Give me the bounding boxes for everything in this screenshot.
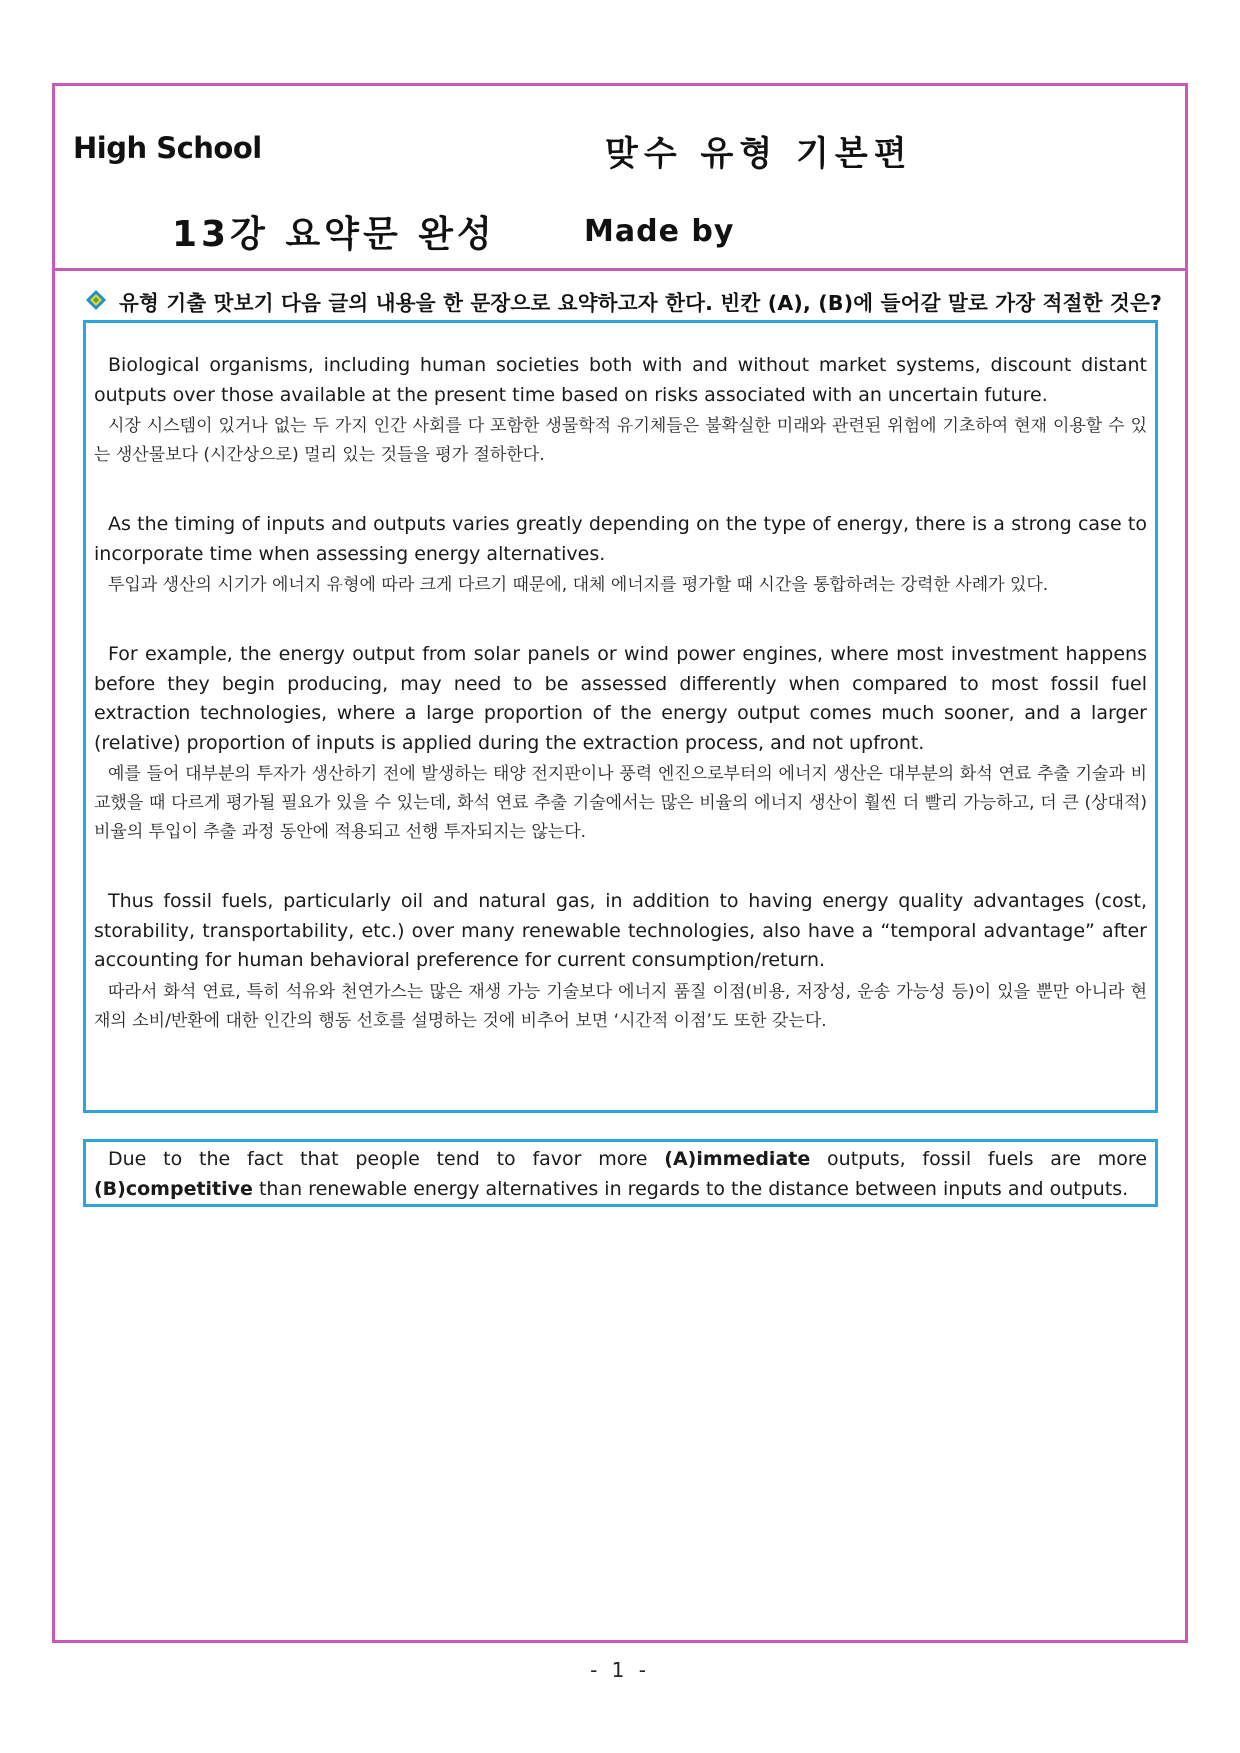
korean-translation: 투입과 생산의 시기가 에너지 유형에 따라 크게 다르기 때문에, 대체 에너지를 평가할 때 시간을 통합하려는 강력한 사례가 있다.	[108, 575, 1049, 595]
summary-part-2: outputs, fossil fuels are more	[810, 1148, 1148, 1170]
page-number: - 1 -	[590, 1658, 650, 1682]
korean-translation: 예를 들어 대부분의 투자가 생산하기 전에 발생하는 태양 전지판이나 풍력 엔진으로부터의 에너지 생산은 대부분의 화석 연료 추출 기술과 비교했을 때 다르게 평가될 필요가 있을 수 있는데, 화석 연료 추출 기술에서는 많은 비율의 에너지 생산이 훨씬 더 빨리 가능하고, 더 큰 (상대적) 비율의 투입이 추출 과정 동안에 적용되고 선행 투자되지는 않는다.	[94, 764, 1147, 842]
summary-part-3: than renewable energy alternatives in regards to the distance between inputs and outputs.	[252, 1177, 1129, 1200]
answer-b: (B)competitive	[94, 1177, 253, 1200]
series-title: 맞수 유형 기본편	[605, 134, 913, 174]
summary-part-1: Due to the fact that people tend to favor more	[108, 1148, 665, 1170]
passage-paragraph	[94, 351, 1147, 470]
passage-paragraph	[94, 640, 1147, 847]
korean-translation: 따라서 화석 연료, 특히 석유와 천연가스는 많은 재생 가능 기술보다 에너지 품질 이점(비용, 저장성, 운송 가능성 등)이 있을 뿐만 아니라 현재의 소비/반환에 대한 인간의 행동 선호를 설명하는 것에 비추어 보면 ‘시간적 이점’도 또한 갖는다.	[94, 981, 1147, 1031]
passage-paragraph	[94, 510, 1147, 600]
question-row	[85, 284, 1175, 318]
summary-sentence	[94, 1145, 1147, 1204]
passage-box	[83, 320, 1158, 1113]
english-text: As the timing of inputs and outputs varies greatly depending on the type of energy, there is a strong case to incorporate time when assessing energy alternatives.	[94, 513, 1147, 565]
question-text: 유형 기출 맛보기 다음 글의 내용을 한 문장으로 요약하고자 한다. 빈칸 (A), (B)에 들어갈 말로 가장 적절한 것은?	[119, 291, 1163, 315]
passage-paragraph	[94, 887, 1147, 1036]
page-header	[55, 86, 1185, 271]
lesson-title: 13강 요약문 완성	[172, 214, 496, 255]
summary-box	[83, 1139, 1158, 1207]
page-frame	[52, 83, 1188, 1643]
korean-translation: 시장 시스템이 있거나 없는 두 가지 인간 사회를 다 포함한 생물학적 유기체들은 불확실한 미래와 관련된 위험에 기초하여 현재 이용할 수 있는 생산물보다 (시간상으로) 멀리 있는 것들을 평가 절하한다.	[94, 416, 1147, 465]
answer-a: (A)immediate	[664, 1148, 811, 1170]
english-text: Thus fossil fuels, particularly oil and natural gas, in addition to having energy quality advantages (cost, storability, transportability, etc.) over many renewable technologies, also have a “temporal advantage” after accounting for human behavioral preference for current consumption/return.	[94, 890, 1147, 971]
school-label: High School	[73, 131, 262, 165]
diamond-bullet-icon	[85, 289, 107, 311]
made-by-label: Made by	[584, 214, 735, 249]
english-text: Biological organisms, including human societies both with and without market systems, discount distant outputs over those available at the present time based on risks associated with an uncertain future.	[94, 354, 1147, 406]
english-text: For example, the energy output from solar panels or wind power engines, where most investment happens before they begin producing, may need to be assessed differently when compared to most fossil fuel extraction technologies, where a large proportion of the energy output comes much sooner, and a larger (relative) proportion of inputs is applied during the extraction process, and not upfront.	[94, 643, 1147, 754]
